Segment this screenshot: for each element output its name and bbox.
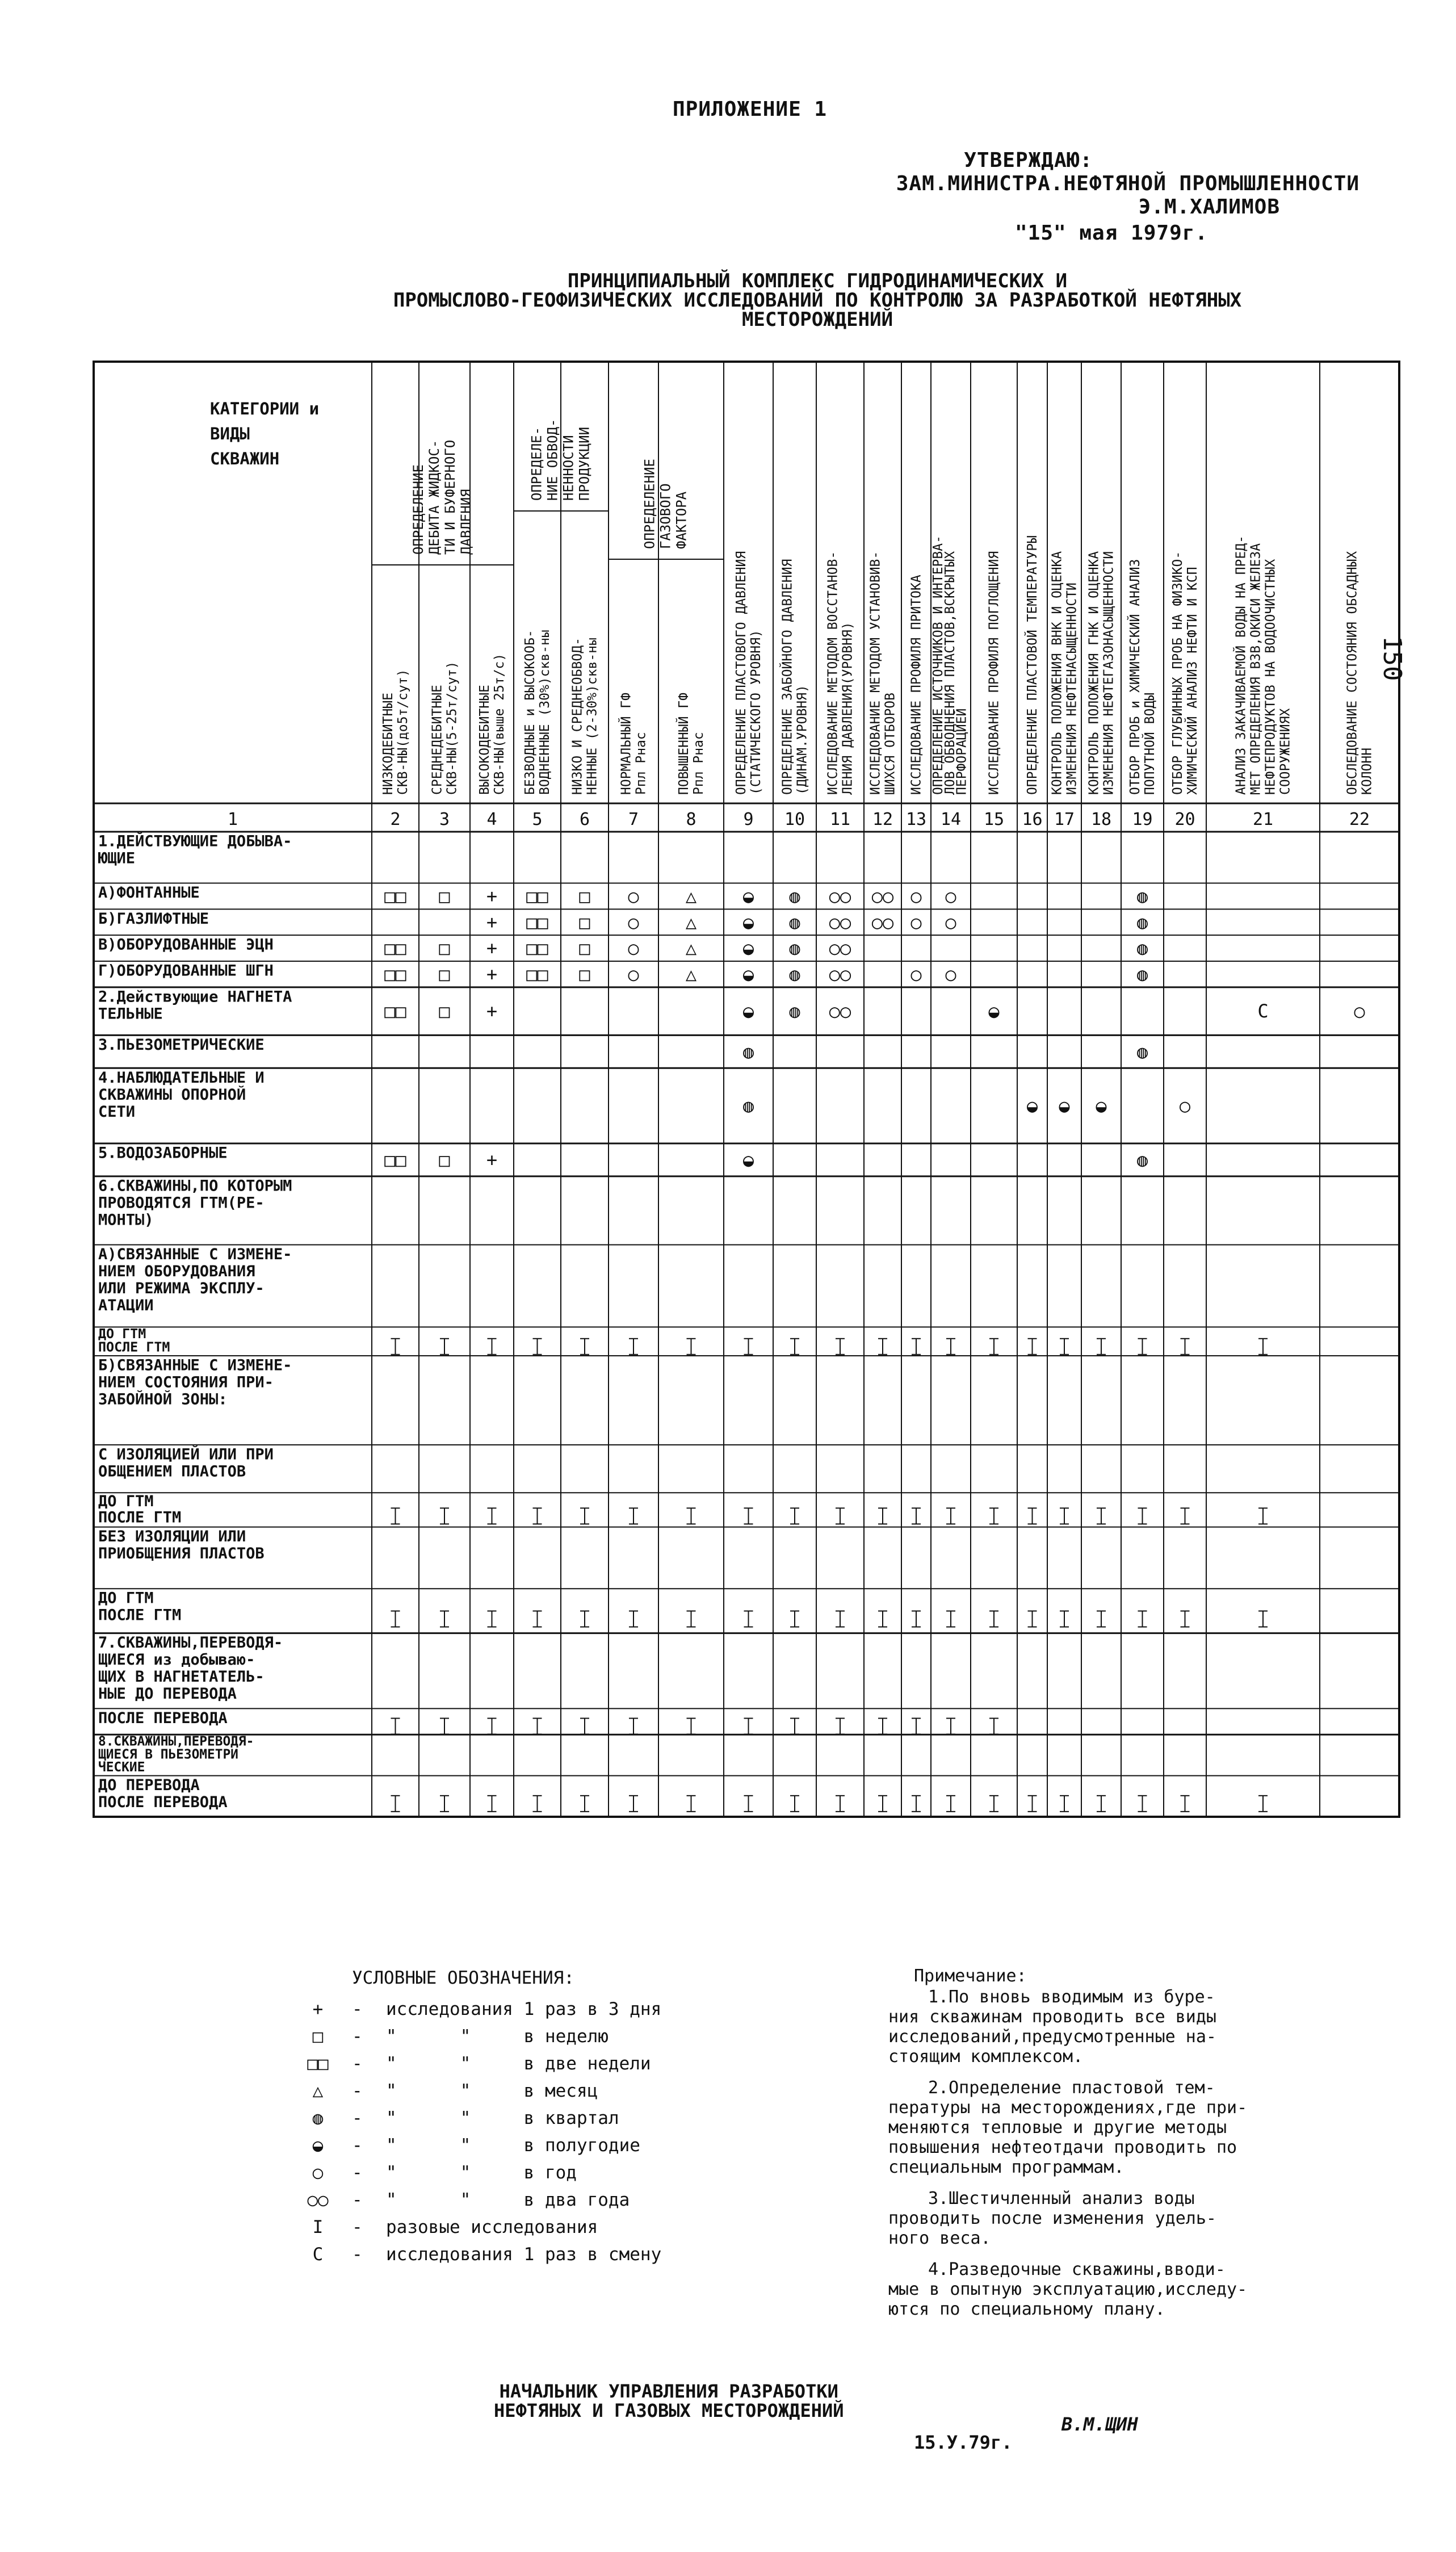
- column-header: (ДИНАМ.УРОВНЯ): [795, 685, 810, 795]
- approve-date: "15" мая 1979г.: [1015, 221, 1209, 245]
- note-line: мые в опытную эксплуатацию,исследу-: [888, 2279, 1248, 2299]
- corner-label: КАТЕГОРИИ и: [210, 399, 320, 418]
- cell-mark: ○: [945, 963, 956, 985]
- note-line: 4.Разведочные скважины,вводи-: [928, 2260, 1226, 2279]
- legend-dash: -: [352, 2081, 363, 2101]
- legend-symbol: I: [312, 2217, 324, 2237]
- note-line: стоящим комплексом.: [888, 2047, 1084, 2067]
- column-number: 20: [1174, 810, 1195, 829]
- group-header: ДЕБИТА ЖИДКОС-: [426, 439, 442, 555]
- row-label: 7.СКВАЖИНЫ,ПЕРЕВОДЯ-: [98, 1634, 283, 1652]
- group-header: ОПРЕДЕЛЕ-: [528, 426, 545, 501]
- legend-item: [284, 2077, 851, 2105]
- legend-text: " " в неделю: [386, 2026, 609, 2047]
- cell-mark: ◍: [1136, 1149, 1148, 1171]
- legend-item: [284, 2050, 851, 2077]
- cell-mark: ○: [945, 911, 956, 933]
- legend-dash: -: [352, 2026, 363, 2047]
- legend-text: разовые исследования: [386, 2217, 598, 2237]
- legend-text: " " в месяц: [386, 2081, 598, 2101]
- cell-mark: ◍: [789, 911, 800, 933]
- row-label: ТЕЛЬНЫЕ: [98, 1005, 163, 1023]
- legend-symbol: ○: [312, 2163, 324, 2183]
- column-header: ОПРЕДЕЛЕНИЕ ПЛАСТОВОГО ДАВЛЕНИЯ: [733, 551, 749, 795]
- row-label: Б)СВЯЗАННЫЕ С ИЗМЕНЕ-: [98, 1356, 292, 1375]
- signature-date: 15.У.79г.: [914, 2432, 1013, 2453]
- note-line: ются по специальному плану.: [888, 2299, 1165, 2319]
- legend-item: [284, 2214, 851, 2241]
- signature-line1: НАЧАЛЬНИК УПРАВЛЕНИЯ РАЗРАБОТКИ: [499, 2381, 838, 2402]
- cell-mark: □: [439, 937, 450, 959]
- group-header: ГАЗОВОГО: [657, 483, 674, 549]
- cell-mark: ◒: [742, 885, 754, 907]
- cell-mark: ◍: [1136, 937, 1148, 959]
- column-header: КОЛОНН: [1360, 747, 1375, 795]
- column-header: СООРУЖЕНИЯХ: [1278, 708, 1293, 795]
- cell-mark: +: [486, 963, 498, 985]
- note-line: меняются тепловые и другие методы: [888, 2118, 1227, 2138]
- column-header: ИССЛЕДОВАНИЕ МЕТОДОМ ВОССТАНОВ-: [825, 551, 841, 795]
- column-header: НЕФТЕПРОДУКТОВ НА ВОДООЧИСТНЫХ: [1263, 559, 1278, 795]
- column-header: СКВ-НЫ(выше 25т/с): [492, 653, 507, 795]
- column-header: ОПРЕДЕЛЕНИЕ ПЛАСТОВОЙ ТЕМПЕРАТУРЫ: [1025, 535, 1040, 795]
- cell-mark: □: [579, 937, 590, 959]
- note-paragraph: [888, 2260, 1297, 2319]
- cell-mark: ◒: [742, 1000, 754, 1023]
- row-label: ПОСЛЕ ГТМ: [98, 1508, 182, 1527]
- cell-mark: ◒: [988, 1000, 1000, 1023]
- legend-dash: -: [352, 2108, 363, 2128]
- column-number: 4: [486, 810, 497, 829]
- column-header: ОПРЕДЕЛЕНИЕ ЗАБОЙНОГО ДАВЛЕНИЯ: [780, 559, 795, 795]
- cell-mark: ◍: [1136, 963, 1148, 985]
- cell-mark: □: [439, 1000, 450, 1023]
- column-header: ИЗМЕНЕНИЯ НЕФТЕГАЗОНАСЫЩЕННОСТИ: [1101, 551, 1117, 795]
- row-label: ЩИЕСЯ В ПЬЕЗОМЕТРИ: [98, 1747, 238, 1762]
- cell-mark: +: [486, 885, 498, 907]
- cell-mark: ◍: [742, 1041, 754, 1063]
- legend-item: [284, 2105, 851, 2132]
- column-header: КОНТРОЛЬ ПОЛОЖЕНИЯ ГНК И ОЦЕНКА: [1086, 551, 1102, 795]
- cell-mark: ○○: [871, 911, 894, 933]
- note-line: 3.Шестичленный анализ воды: [928, 2189, 1195, 2209]
- legend-item: [284, 2241, 851, 2268]
- legend-title: УСЛОВНЫЕ ОБОЗНАЧЕНИЯ:: [352, 1968, 574, 1988]
- title-line1: ПРИНЦИПИАЛЬНЫЙ КОМПЛЕКС ГИДРОДИНАМИЧЕСКИХ И: [567, 270, 1068, 292]
- cell-mark: □□: [384, 937, 406, 959]
- group-header: ОПРЕДЕЛЕНИЕ: [641, 459, 658, 549]
- legend-text: " " в две недели: [386, 2054, 651, 2074]
- note-paragraph: [888, 2078, 1297, 2177]
- row-label: ДО ГТМ: [98, 1326, 146, 1342]
- legend-symbol: □□: [307, 2054, 329, 2074]
- column-header: ШИХСЯ ОТБОРОВ: [883, 692, 898, 795]
- note-paragraph: [888, 1987, 1297, 2067]
- cell-mark: □: [579, 963, 590, 985]
- column-header: БЕЗВОДНЫЕ и ВЫСОКООБ-: [522, 630, 538, 795]
- cell-mark: ○: [910, 885, 922, 907]
- approve-line2: ЗАМ.МИНИСТРА.НЕФТЯНОЙ ПРОМЫШЛЕННОСТИ: [896, 172, 1360, 195]
- cell-mark: ◍: [789, 937, 800, 959]
- cell-mark: ○: [628, 937, 639, 959]
- note-line: проводить после изменения удель-: [888, 2209, 1216, 2228]
- column-number: 22: [1349, 810, 1370, 829]
- cell-mark: ○: [628, 911, 639, 933]
- legend-symbol: □: [312, 2026, 324, 2047]
- column-header: МЕТ ОПРЕДЕЛЕНИЯ ВЗВ,ОКИСИ ЖЕЛЕЗА: [1248, 543, 1264, 795]
- cell-mark: △: [685, 963, 697, 985]
- cell-mark: ◒: [742, 937, 754, 959]
- row-label: ИЛИ РЕЖИМА ЭКСПЛУ-: [98, 1280, 265, 1298]
- title-line2: ПРОМЫСЛОВО-ГЕОФИЗИЧЕСКИХ ИССЛЕДОВАНИЙ ПО КОНТРОЛЮ ЗА РАЗРАБОТКОЙ НЕФТЯНЫХ: [393, 289, 1242, 312]
- column-header: ПЕРФОРАЦИЕЙ: [954, 708, 970, 795]
- cell-mark: ○○: [829, 1000, 851, 1023]
- column-number: 1: [227, 810, 238, 829]
- cell-mark: △: [685, 911, 697, 933]
- cell-mark: С: [1257, 1000, 1269, 1023]
- column-header: ВОДНЕННЫЕ (30%)скв-ны: [537, 630, 552, 795]
- signature-line2: НЕФТЯНЫХ И ГАЗОВЫХ МЕСТОРОЖДЕНИЙ: [494, 2400, 844, 2421]
- cell-mark: ○○: [829, 963, 851, 985]
- legend-text: исследования 1 раз в 3 дня: [386, 1999, 662, 2019]
- row-label: БЕЗ ИЗОЛЯЦИИ ИЛИ: [98, 1528, 246, 1546]
- legend-symbol: ◍: [312, 2108, 324, 2128]
- column-number: 8: [686, 810, 696, 829]
- column-number: 2: [390, 810, 401, 829]
- legend-text: " " в квартал: [386, 2108, 619, 2128]
- cell-mark: +: [486, 1000, 498, 1023]
- row-label: ДО ГТМ: [98, 1589, 154, 1607]
- column-header: СКВ-НЫ(5-25т/сут): [444, 661, 460, 795]
- cell-mark: ◒: [742, 911, 754, 933]
- legend-item: [284, 2186, 851, 2214]
- row-label: МОНТЫ): [98, 1211, 154, 1229]
- cell-mark: ◒: [1026, 1095, 1038, 1117]
- column-header: СРЕДНЕДЕБИТНЫЕ: [430, 685, 445, 795]
- row-label: 3.ПЬЕЗОМЕТРИЧЕСКИЕ: [98, 1036, 265, 1054]
- cell-mark: ○○: [829, 937, 851, 959]
- row-label: Г)ОБОРУДОВАННЫЕ ШГН: [98, 962, 274, 980]
- column-header: ПОВЫШЕННЫЙ ГФ: [676, 692, 691, 795]
- cell-mark: □□: [526, 885, 548, 907]
- row-label: ОБЩЕНИЕМ ПЛАСТОВ: [98, 1463, 246, 1481]
- column-header: АНАЛИЗ ЗАКАЧИВАЕМОЙ ВОДЫ НА ПРЕД-: [1233, 535, 1249, 795]
- note-line: исследований,предусмотренные на-: [888, 2027, 1216, 2047]
- legend-text: исследования 1 раз в смену: [386, 2244, 662, 2265]
- group-header: ДАВЛЕНИЯ: [458, 489, 474, 555]
- row-label: ПРИОБЩЕНИЯ ПЛАСТОВ: [98, 1545, 265, 1563]
- cell-mark: +: [486, 1149, 498, 1171]
- row-label: 2.Действующие НАГНЕТА: [98, 988, 292, 1006]
- row-label: ЗАБОЙНОЙ ЗОНЫ:: [98, 1390, 228, 1409]
- row-label: ДО ГТМ: [98, 1493, 154, 1511]
- cell-mark: ○: [628, 963, 639, 985]
- cell-mark: □: [439, 1149, 450, 1171]
- column-header: СКВ-НЫ(до5т/сут): [395, 669, 410, 795]
- cell-mark: ◍: [1136, 911, 1148, 933]
- column-header: ИССЛЕДОВАНИЕ ПРОФИЛЯ ПОГЛОЩЕНИЯ: [987, 551, 1002, 795]
- cell-mark: □□: [384, 963, 406, 985]
- column-number: 14: [940, 810, 962, 829]
- row-label: 6.СКВАЖИНЫ,ПО КОТОРЫМ: [98, 1177, 292, 1195]
- note-line: ного веса.: [888, 2228, 991, 2248]
- note-paragraph: [888, 2189, 1297, 2248]
- column-number: 19: [1132, 810, 1153, 829]
- group-header: НЕННОСТИ: [560, 435, 577, 501]
- note-line: специальным программам.: [888, 2157, 1124, 2177]
- column-header: ЛЕНИЯ ДАВЛЕНИЯ(УРОВНЯ): [840, 622, 855, 795]
- row-label: С ИЗОЛЯЦИЕЙ ИЛИ ПРИ: [98, 1445, 274, 1464]
- column-number: 13: [905, 810, 927, 829]
- note-line: пературы на месторождениях,где при-: [888, 2098, 1248, 2118]
- cell-mark: +: [486, 937, 498, 959]
- cell-mark: □□: [384, 1000, 406, 1023]
- column-header: ИССЛЕДОВАНИЕ МЕТОДОМ УСТАНОВИВ-: [868, 551, 883, 795]
- legend-symbol: С: [312, 2244, 324, 2265]
- row-label: НЫЕ ДО ПЕРЕВОДА: [98, 1685, 237, 1703]
- cell-mark: ○○: [871, 885, 894, 907]
- row-label: АТАЦИИ: [98, 1297, 154, 1315]
- column-header: ПОПУТНОЙ ВОДЫ: [1142, 692, 1157, 795]
- cell-mark: □: [579, 911, 590, 933]
- cell-mark: ○○: [829, 885, 851, 907]
- cell-mark: ○: [910, 911, 922, 933]
- row-label: 4.НАБЛЮДАТЕЛЬНЫЕ И: [98, 1068, 265, 1087]
- group-header: ОПРЕДЕЛЕНИЕ: [410, 464, 426, 555]
- legend-item: [284, 2023, 851, 2050]
- row-label: НИЕМ ОБОРУДОВАНИЯ: [98, 1263, 255, 1281]
- legend-dash: -: [352, 2244, 363, 2265]
- column-header: ХИМИЧЕСКИЙ АНАЛИЗ НЕФТИ И КСП: [1185, 567, 1200, 795]
- column-number: 7: [628, 810, 639, 829]
- signature-block: [494, 2382, 844, 2420]
- cell-mark: ◍: [789, 1000, 800, 1023]
- row-label: А)СВЯЗАННЫЕ С ИЗМЕНЕ-: [98, 1246, 292, 1264]
- row-label: 8.СКВАЖИНЫ,ПЕРЕВОДЯ-: [98, 1734, 254, 1749]
- column-header: НИЗКОДЕБИТНЫЕ: [380, 692, 396, 795]
- row-label: СЕТИ: [98, 1103, 136, 1121]
- column-number: 16: [1022, 810, 1043, 829]
- cell-mark: △: [685, 937, 697, 959]
- legend-symbol: ◒: [312, 2135, 324, 2156]
- column-number: 15: [983, 810, 1005, 829]
- column-number: 21: [1252, 810, 1274, 829]
- column-number: 6: [579, 810, 590, 829]
- title-line3: МЕСТОРОЖДЕНИЙ: [741, 308, 893, 331]
- column-header: ОБСЛЕДОВАНИЕ СОСТОЯНИЯ ОБСАДНЫХ: [1345, 551, 1360, 795]
- column-header: ЛОВ ОБВОДНЕНИЯ ПЛАСТОВ,ВСКРЫТЫХ: [942, 551, 958, 795]
- cell-mark: △: [685, 885, 697, 907]
- column-number: 9: [743, 810, 754, 829]
- legend-dash: -: [352, 2135, 363, 2156]
- row-label: ЧЕСКИЕ: [98, 1760, 145, 1775]
- row-label: ЩИХ В НАГНЕТАТЕЛЬ-: [98, 1668, 265, 1686]
- row-label: СКВАЖИНЫ ОПОРНОЙ: [98, 1086, 246, 1104]
- legend-symbol: △: [312, 2081, 324, 2101]
- group-header: НИЕ ОБВОД-: [544, 418, 561, 501]
- cell-mark: □: [579, 885, 590, 907]
- cell-mark: ◒: [1059, 1095, 1070, 1117]
- column-number: 12: [872, 810, 893, 829]
- cell-mark: ◍: [1136, 885, 1148, 907]
- column-header: НЕННЫЕ (2-30%)скв-ны: [585, 638, 600, 795]
- column-header: ОТБОР ПРОБ и ХИМИЧЕСКИЙ АНАЛИЗ: [1127, 559, 1143, 795]
- row-label: ПОСЛЕ ГТМ: [98, 1606, 182, 1624]
- appendix-label: ПРИЛОЖЕНИЕ 1: [673, 98, 828, 121]
- row-label: ДО ПЕРЕВОДА: [98, 1776, 200, 1795]
- row-label: Б)ГАЗЛИФТНЫЕ: [98, 910, 209, 928]
- signature-name: В.М.ЩИН: [1061, 2413, 1138, 2435]
- cell-mark: □□: [526, 937, 548, 959]
- cell-mark: ○: [910, 963, 922, 985]
- legend-dash: -: [352, 2190, 363, 2210]
- column-header: НОРМАЛЬНЫЙ ГФ: [619, 692, 634, 795]
- row-label: 5.ВОДОЗАБОРНЫЕ: [98, 1144, 228, 1162]
- column-header: Рпл Рнас: [691, 732, 706, 795]
- cell-mark: ◍: [1136, 1041, 1148, 1063]
- cell-mark: ◒: [742, 963, 754, 985]
- column-header: ИССЛЕДОВАНИЕ ПРОФИЛЯ ПРИТОКА: [909, 575, 924, 795]
- row-label: ЩИЕСЯ из добываю-: [98, 1651, 255, 1669]
- cell-mark: □□: [384, 1149, 406, 1171]
- row-label: НИЕМ СОСТОЯНИЯ ПРИ-: [98, 1373, 274, 1392]
- legend-text: " " в год: [386, 2163, 577, 2183]
- page-number: 150: [1378, 636, 1407, 681]
- legend-dash: -: [352, 1999, 363, 2019]
- cell-mark: □: [439, 885, 450, 907]
- column-number: 11: [829, 810, 851, 829]
- cell-mark: □□: [526, 963, 548, 985]
- column-header: ОТБОР ГЛУБИННЫХ ПРОБ НА ФИЗИКО-: [1170, 551, 1185, 795]
- cell-mark: ○○: [829, 911, 851, 933]
- cell-mark: □: [439, 963, 450, 985]
- corner-label: ВИДЫ: [210, 424, 250, 443]
- column-header: НИЗКО И СРЕДНЕОБВОД-: [570, 638, 585, 795]
- notes-title: Примечание:: [914, 1966, 1027, 1986]
- row-label: А)ФОНТАННЫЕ: [98, 883, 200, 902]
- column-number: 3: [439, 810, 450, 829]
- legend-dash: -: [352, 2163, 363, 2183]
- legend-item: [284, 2132, 851, 2159]
- column-header: КОНТРОЛЬ ПОЛОЖЕНИЯ ВНК И ОЦЕНКА: [1050, 551, 1065, 795]
- row-label: ПОСЛЕ ПЕРЕВОДА: [98, 1793, 228, 1812]
- group-header: ПРОДУКЦИИ: [576, 426, 593, 501]
- cell-mark: ◒: [742, 1149, 754, 1171]
- row-label: ПОСЛЕ ГТМ: [98, 1339, 170, 1355]
- cell-mark: ○: [1179, 1095, 1191, 1117]
- cell-mark: +: [486, 911, 498, 933]
- note-line: ния скважинам проводить все виды: [888, 2007, 1216, 2027]
- column-number: 10: [784, 810, 805, 829]
- row-label: ЮЩИЕ: [98, 849, 136, 868]
- legend-text: " " в полугодие: [386, 2135, 640, 2156]
- legend-dash: -: [352, 2217, 363, 2237]
- cell-mark: □□: [384, 885, 406, 907]
- cell-mark: ◍: [789, 885, 800, 907]
- corner-label: СКВАЖИН: [210, 449, 280, 468]
- cell-mark: ◒: [1096, 1095, 1107, 1117]
- note-line: 1.По вновь вводимым из буре-: [928, 1987, 1215, 2007]
- cell-mark: ◍: [742, 1095, 754, 1117]
- legend-dash: -: [352, 2054, 363, 2074]
- column-number: 17: [1054, 810, 1075, 829]
- approve-line3: Э.М.ХАЛИМОВ: [1138, 195, 1280, 219]
- legend-item: [284, 2159, 851, 2186]
- cell-mark: ○: [1354, 1000, 1365, 1023]
- group-header: ФАКТОРА: [673, 491, 690, 549]
- row-label: ПРОВОДЯТСЯ ГТМ(РЕ-: [98, 1194, 265, 1212]
- notes-list: [888, 1987, 1297, 2331]
- cell-mark: ○: [628, 885, 639, 907]
- row-label: ПОСЛЕ ПЕРЕВОДА: [98, 1709, 228, 1727]
- group-header: ТИ И БУФЕРНОГО: [442, 439, 458, 555]
- column-number: 5: [532, 810, 543, 829]
- column-header: (СТАТИЧЕСКОГО УРОВНЯ): [748, 630, 763, 795]
- column-header: ВЫСОКОДЕБИТНЫЕ: [477, 685, 492, 795]
- cell-mark: ◍: [789, 963, 800, 985]
- column-header: ИЗМЕНЕНИЯ НЕФТЕНАСЫЩЕННОСТИ: [1064, 583, 1080, 795]
- legend-text: " " в два года: [386, 2190, 630, 2210]
- legend-item: [284, 1996, 851, 2023]
- row-label: 1.ДЕЙСТВУЮЩИЕ ДОБЫВА-: [98, 832, 292, 850]
- column-number: 18: [1090, 810, 1112, 829]
- legend-symbol: ○○: [307, 2190, 329, 2210]
- approve-line1: УТВЕРЖДАЮ:: [964, 149, 1093, 172]
- column-header: Рпл Рнас: [633, 732, 649, 795]
- column-header: ОПРЕДЕЛЕНИЕ ИСТОЧНИКОВ И ИНТЕРВА-: [931, 535, 946, 795]
- row-label: В)ОБОРУДОВАННЫЕ ЭЦН: [98, 936, 274, 954]
- legend-list: [284, 1996, 851, 2268]
- legend-symbol: +: [312, 1999, 324, 2019]
- note-line: 2.Определение пластовой тем-: [928, 2078, 1215, 2098]
- cell-mark: ○: [945, 885, 956, 907]
- cell-mark: □□: [526, 911, 548, 933]
- note-line: повышения нефтеотдачи проводить по: [888, 2138, 1237, 2157]
